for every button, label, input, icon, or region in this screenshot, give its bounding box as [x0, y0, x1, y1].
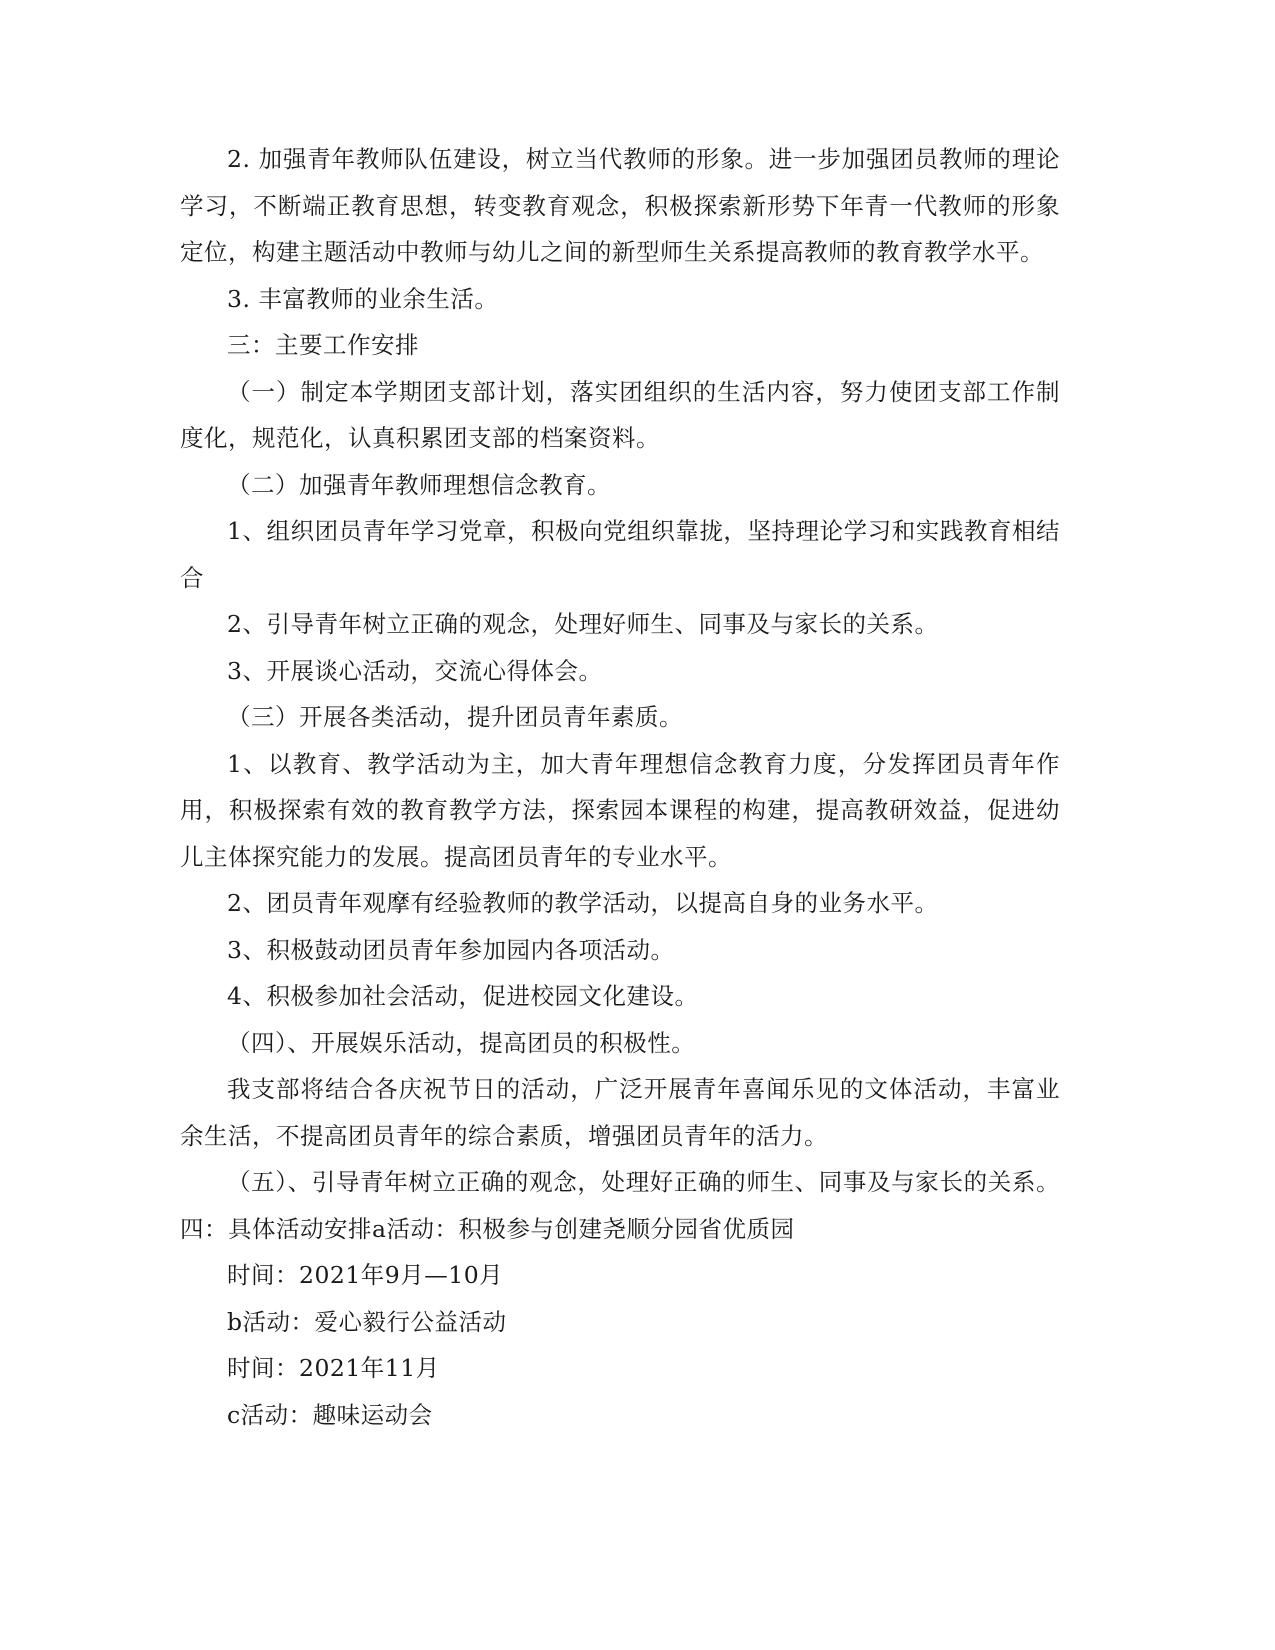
paragraph-teacher-team: 2. 加强青年教师队伍建设，树立当代教师的形象。进一步加强团员教师的理论学习，不断端正教育思想，转变教育观念，积极探索新形势下年青一代教师的形象定位，构建主题活动中教师与幼儿之间的新型师生关系提高教师的教育教学水平。 [180, 145, 1060, 266]
paragraph-time-a: 时间：2021年9月—10月 [227, 1261, 504, 1289]
section-heading-work-plan: 三：主要工作安排 [227, 331, 419, 359]
paragraph-sub-activity-1: 1、以教育、教学活动为主，加大青年理想信念教育力度，分发挥团员青年作用，积极探索有效的教育教学方法，探索园本课程的构建，提高教研效益，促进幼儿主体探究能力的发展。提高团员青年的专业水平。 [180, 749, 1060, 871]
paragraph-item-3: （三）开展各类活动，提升团员青年素质。 [227, 703, 683, 731]
paragraph-sub-2: 2、引导青年树立正确的观念，处理好师生、同事及与家长的关系。 [227, 610, 939, 638]
paragraph-time-b: 时间：2021年11月 [227, 1354, 440, 1382]
paragraph-item-4: （四）、开展娱乐活动，提高团员的积极性。 [227, 1028, 696, 1057]
document-page [180, 136, 1060, 1438]
paragraph-sub-3: 3、开展谈心活动，交流心得体会。 [227, 656, 603, 685]
paragraph-sub-1: 1、组织团员青年学习党章，积极向党组织靠拢，坚持理论学习和实践教育相结合 [180, 517, 1060, 592]
paragraph-sub-activity-3: 3、积极鼓动团员青年参加园内各项活动。 [227, 935, 675, 964]
paragraph-item-2: （二）加强青年教师理想信念教育。 [227, 470, 611, 499]
paragraph-activity-c: c活动：趣味运动会 [227, 1400, 433, 1429]
paragraph-activity-b: b活动：爱心毅行公益活动 [227, 1307, 507, 1336]
paragraph-branch-activities: 我支部将结合各庆祝节日的活动，广泛开展青年喜闻乐见的文体活动，丰富业余生活，不提高团员青年的综合素质，增强团员青年的活力。 [180, 1075, 1060, 1150]
paragraph-sub-activity-4: 4、积极参加社会活动，促进校园文化建设。 [227, 982, 699, 1010]
paragraph-sub-activity-2: 2、团员青年观摩有经验教师的教学活动，以提高自身的业务水平。 [227, 889, 939, 917]
paragraph-leisure-life: 3. 丰富教师的业余生活。 [227, 284, 499, 313]
paragraph-item-5: （五）、引导青年树立正确的观念，处理好正确的师生、同事及与家长的关系。四：具体活动安排a活动：积极参与创建尧顺分园省优质园 [180, 1168, 1060, 1243]
paragraph-item-1: （一）制定本学期团支部计划，落实团组织的生活内容，努力使团支部工作制度化，规范化，认真积累团支部的档案资料。 [180, 377, 1060, 452]
